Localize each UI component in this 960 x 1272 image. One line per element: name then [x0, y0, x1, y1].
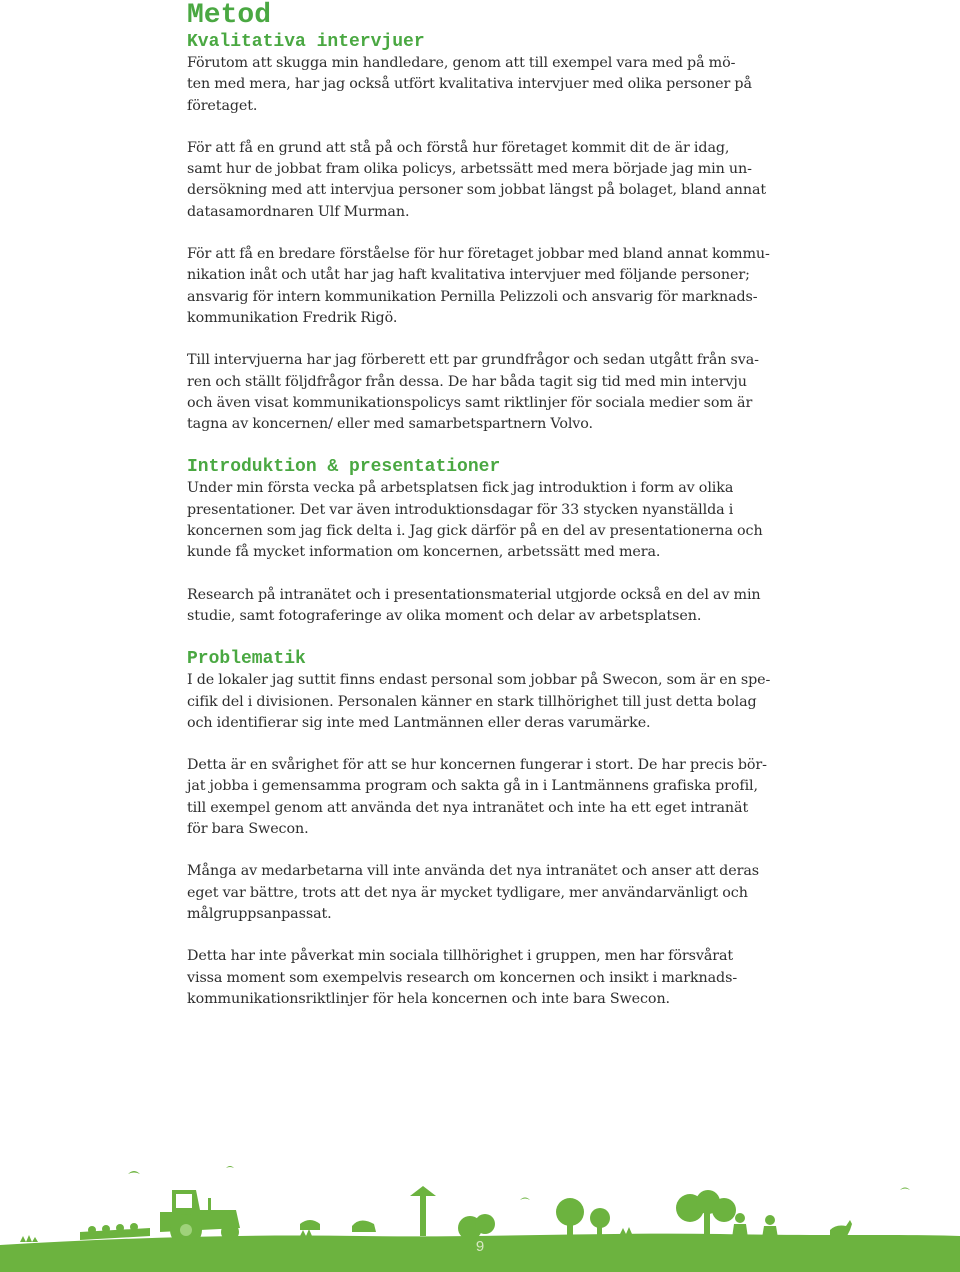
text-line: vissa moment som exempelvis research om koncernen och insikt i marknads-: [187, 969, 738, 986]
document-body: [187, 0, 771, 1010]
paragraph: [187, 585, 761, 628]
text-line: och även visat kommunikationspolicys samt riktlinjer för sociala medier som är: [187, 394, 753, 411]
paragraph: [187, 755, 767, 840]
section-heading-interviews: Kvalitativa intervjuer: [187, 32, 425, 52]
section-heading-introduction: Introduktion & presentationer: [187, 457, 501, 478]
paragraph: [187, 244, 770, 329]
text-line: presentationer. Det var även introduktionsdagar för 33 stycken nyanställda i: [187, 501, 734, 518]
paragraph: [187, 53, 757, 117]
text-line: och identifierar sig inte med Lantmännen eller deras varumärke.: [187, 714, 651, 731]
text-line: målgruppsanpassat.: [187, 905, 332, 922]
section-heading-problems: Problematik: [187, 649, 306, 670]
text-line: För att få en grund att stå på och förstå hur företaget kommit dit de är idag,: [187, 139, 730, 156]
text-line: ren och ställt följdfrågor från dessa. De har båda tagit sig tid med min intervju: [187, 373, 747, 390]
text-line: Detta har inte påverkat min sociala tillhörighet i gruppen, men har försvårat: [187, 948, 734, 965]
text-line: Under min första vecka på arbetsplatsen fick jag introduktion i form av olika: [187, 480, 734, 497]
text-line: datasamordnaren Ulf Murman.: [187, 203, 410, 220]
page-title: Metod: [187, 0, 272, 31]
text-line: ten med mera, har jag också utfört kvalitativa intervjuer med olika personer på: [187, 76, 752, 93]
paragraph: [187, 946, 757, 1010]
text-line: för bara Swecon.: [187, 821, 309, 838]
paragraph: [187, 138, 767, 223]
paragraph: [187, 478, 763, 563]
text-line: Förutom att skugga min handledare, genom att till exempel vara med på mö-: [187, 55, 736, 71]
text-line: tagna av koncernen/ eller med samarbetspartnern Volvo.: [187, 416, 593, 433]
text-line: nikation inåt och utåt har jag haft kvalitativa intervjuer med följande personer;: [187, 267, 750, 284]
text-line: ansvarig för intern kommunikation Pernilla Pelizzoli och ansvarig för marknads-: [187, 288, 758, 305]
text-line: samt hur de jobbat fram olika policys, arbetssätt med mera började jag min un-: [187, 161, 752, 178]
page-number: 9: [475, 1238, 485, 1255]
text-line: kommunikationsriktlinjer för hela koncernen och inte bara Swecon.: [187, 990, 670, 1007]
text-line: Research på intranätet och i presentationsmaterial utgjorde också en del av min: [187, 586, 761, 603]
paragraph: [187, 350, 757, 435]
text-line: koncernen som jag fick delta i. Jag gick därför på en del av presentationerna och: [187, 523, 763, 540]
text-line: Till intervjuerna har jag förberett ett par grundfrågor och sedan utgått från sva-: [187, 352, 759, 369]
text-line: Många av medarbetarna vill inte använda det nya intranätet och anser att deras: [187, 863, 759, 880]
text-line: cifik del i divisionen. Personalen känner en stark tillhörighet till just detta bolag: [187, 693, 757, 710]
text-line: Detta är en svårighet för att se hur koncernen fungerar i stort. De har precis bör-: [187, 757, 767, 774]
paragraph: [187, 861, 757, 925]
text-line: I de lokaler jag suttit finns endast personal som jobbar på Swecon, som är en spe-: [187, 672, 771, 689]
text-line: studie, samt fotograferinge av olika moment och delar av arbetsplatsen.: [187, 607, 702, 624]
text-line: företaget.: [187, 97, 258, 114]
text-line: För att få en bredare förståelse för hur företaget jobbar med bland annat kommu-: [187, 246, 770, 263]
paragraph: [187, 670, 771, 734]
text-line: till exempel genom att använda det nya intranätet och inte ha ett eget intranät: [187, 799, 749, 816]
text-line: jat jobba i gemensamma program och sakta gå in i Lantmännens grafiska profil,: [187, 778, 758, 795]
text-line: eget var bättre, trots att det nya är mycket tydligare, mer användarvänligt och: [187, 884, 748, 901]
text-line: kommunikation Fredrik Rigö.: [187, 309, 398, 326]
text-line: dersökning med att intervjua personer som jobbat längst på bolaget, bland annat: [187, 182, 767, 199]
text-line: kunde få mycket information om koncernen, arbetssätt med mera.: [187, 544, 661, 561]
